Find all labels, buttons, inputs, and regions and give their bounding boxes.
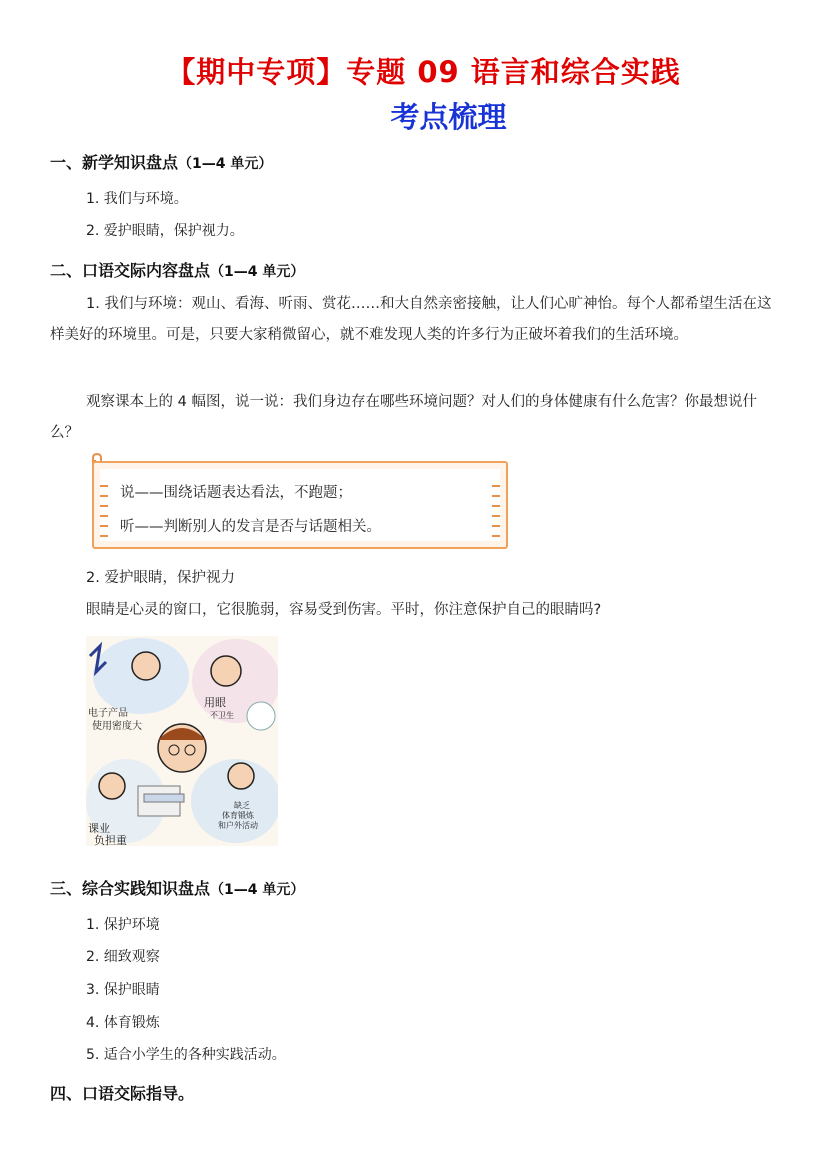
svg-text:课业: 课业	[88, 822, 110, 835]
svg-text:电子产品: 电子产品	[88, 708, 128, 719]
card-binding-right	[492, 481, 500, 541]
page-subtitle: 考点梳理	[390, 100, 507, 134]
svg-text:不卫生: 不卫生	[210, 711, 234, 720]
section3-heading-text: 三、综合实践知识盘点	[50, 879, 211, 898]
card-binding-left	[100, 481, 108, 541]
section2-heading	[50, 258, 304, 281]
section1-heading	[50, 150, 272, 173]
section1-item-2: 2. 爱护眼睛，保护视力。	[86, 223, 244, 239]
section3-range: （1—4 单元）	[210, 882, 305, 898]
eye-care-illustration	[86, 636, 278, 846]
section3-item-1: 1. 保护环境	[86, 917, 160, 933]
tip-speaking: 说——围绕话题表达看法，不跑题；	[120, 485, 352, 501]
section2-item-2: 2. 爱护眼睛，保护视力	[86, 570, 235, 586]
section2-paragraph-2: 观察课本上的 4 幅图，说一说：我们身边存在哪些环境问题？对人们的身体健康有什么危害？你最想说什么？	[50, 394, 757, 441]
section2-paragraph-1: 1. 我们与环境：观山、看海、听雨、赏花……和大自然亲密接触，让人们心旷神怡。每个人都希望生活在这样美好的环境里。可是，只要大家稍微留心，就不难发现人类的许多行为正破坏着我们的生活环境。	[50, 296, 772, 343]
section1-range: （1—4 单元）	[178, 156, 273, 172]
section3-heading	[50, 876, 304, 899]
section1-item-1: 1. 我们与环境。	[86, 191, 188, 207]
svg-text:使用密度大: 使用密度大	[92, 721, 142, 732]
section3-item-2: 2. 细致观察	[86, 949, 160, 965]
section3-item-3: 3. 保护眼睛	[86, 982, 160, 998]
speaking-listening-tip-card	[92, 461, 508, 549]
page-title: 【期中专项】专题 09 语言和综合实践	[166, 55, 681, 89]
svg-text:用眼: 用眼	[204, 696, 226, 709]
section2-range: （1—4 单元）	[210, 264, 305, 280]
section1-heading-text: 一、新学知识盘点	[50, 153, 179, 172]
svg-text:缺乏: 缺乏	[234, 801, 250, 810]
svg-text:和户外活动: 和户外活动	[218, 821, 258, 830]
svg-text:体育锻炼: 体育锻炼	[222, 811, 254, 820]
tip-listening: 听——判断别人的发言是否与话题相关。	[120, 519, 381, 535]
section4-heading: 四、口语交际指导。	[50, 1084, 195, 1103]
section3-item-4: 4. 体育锻炼	[86, 1015, 160, 1031]
section3-item-5: 5. 适合小学生的各种实践活动。	[86, 1047, 286, 1063]
svg-text:负担重: 负担重	[94, 834, 127, 846]
section2-paragraph-3: 眼睛是心灵的窗口，它很脆弱，容易受到伤害。平时，你注意保护自己的眼睛吗?	[86, 602, 602, 618]
section2-heading-text: 二、口语交际内容盘点	[50, 261, 211, 280]
